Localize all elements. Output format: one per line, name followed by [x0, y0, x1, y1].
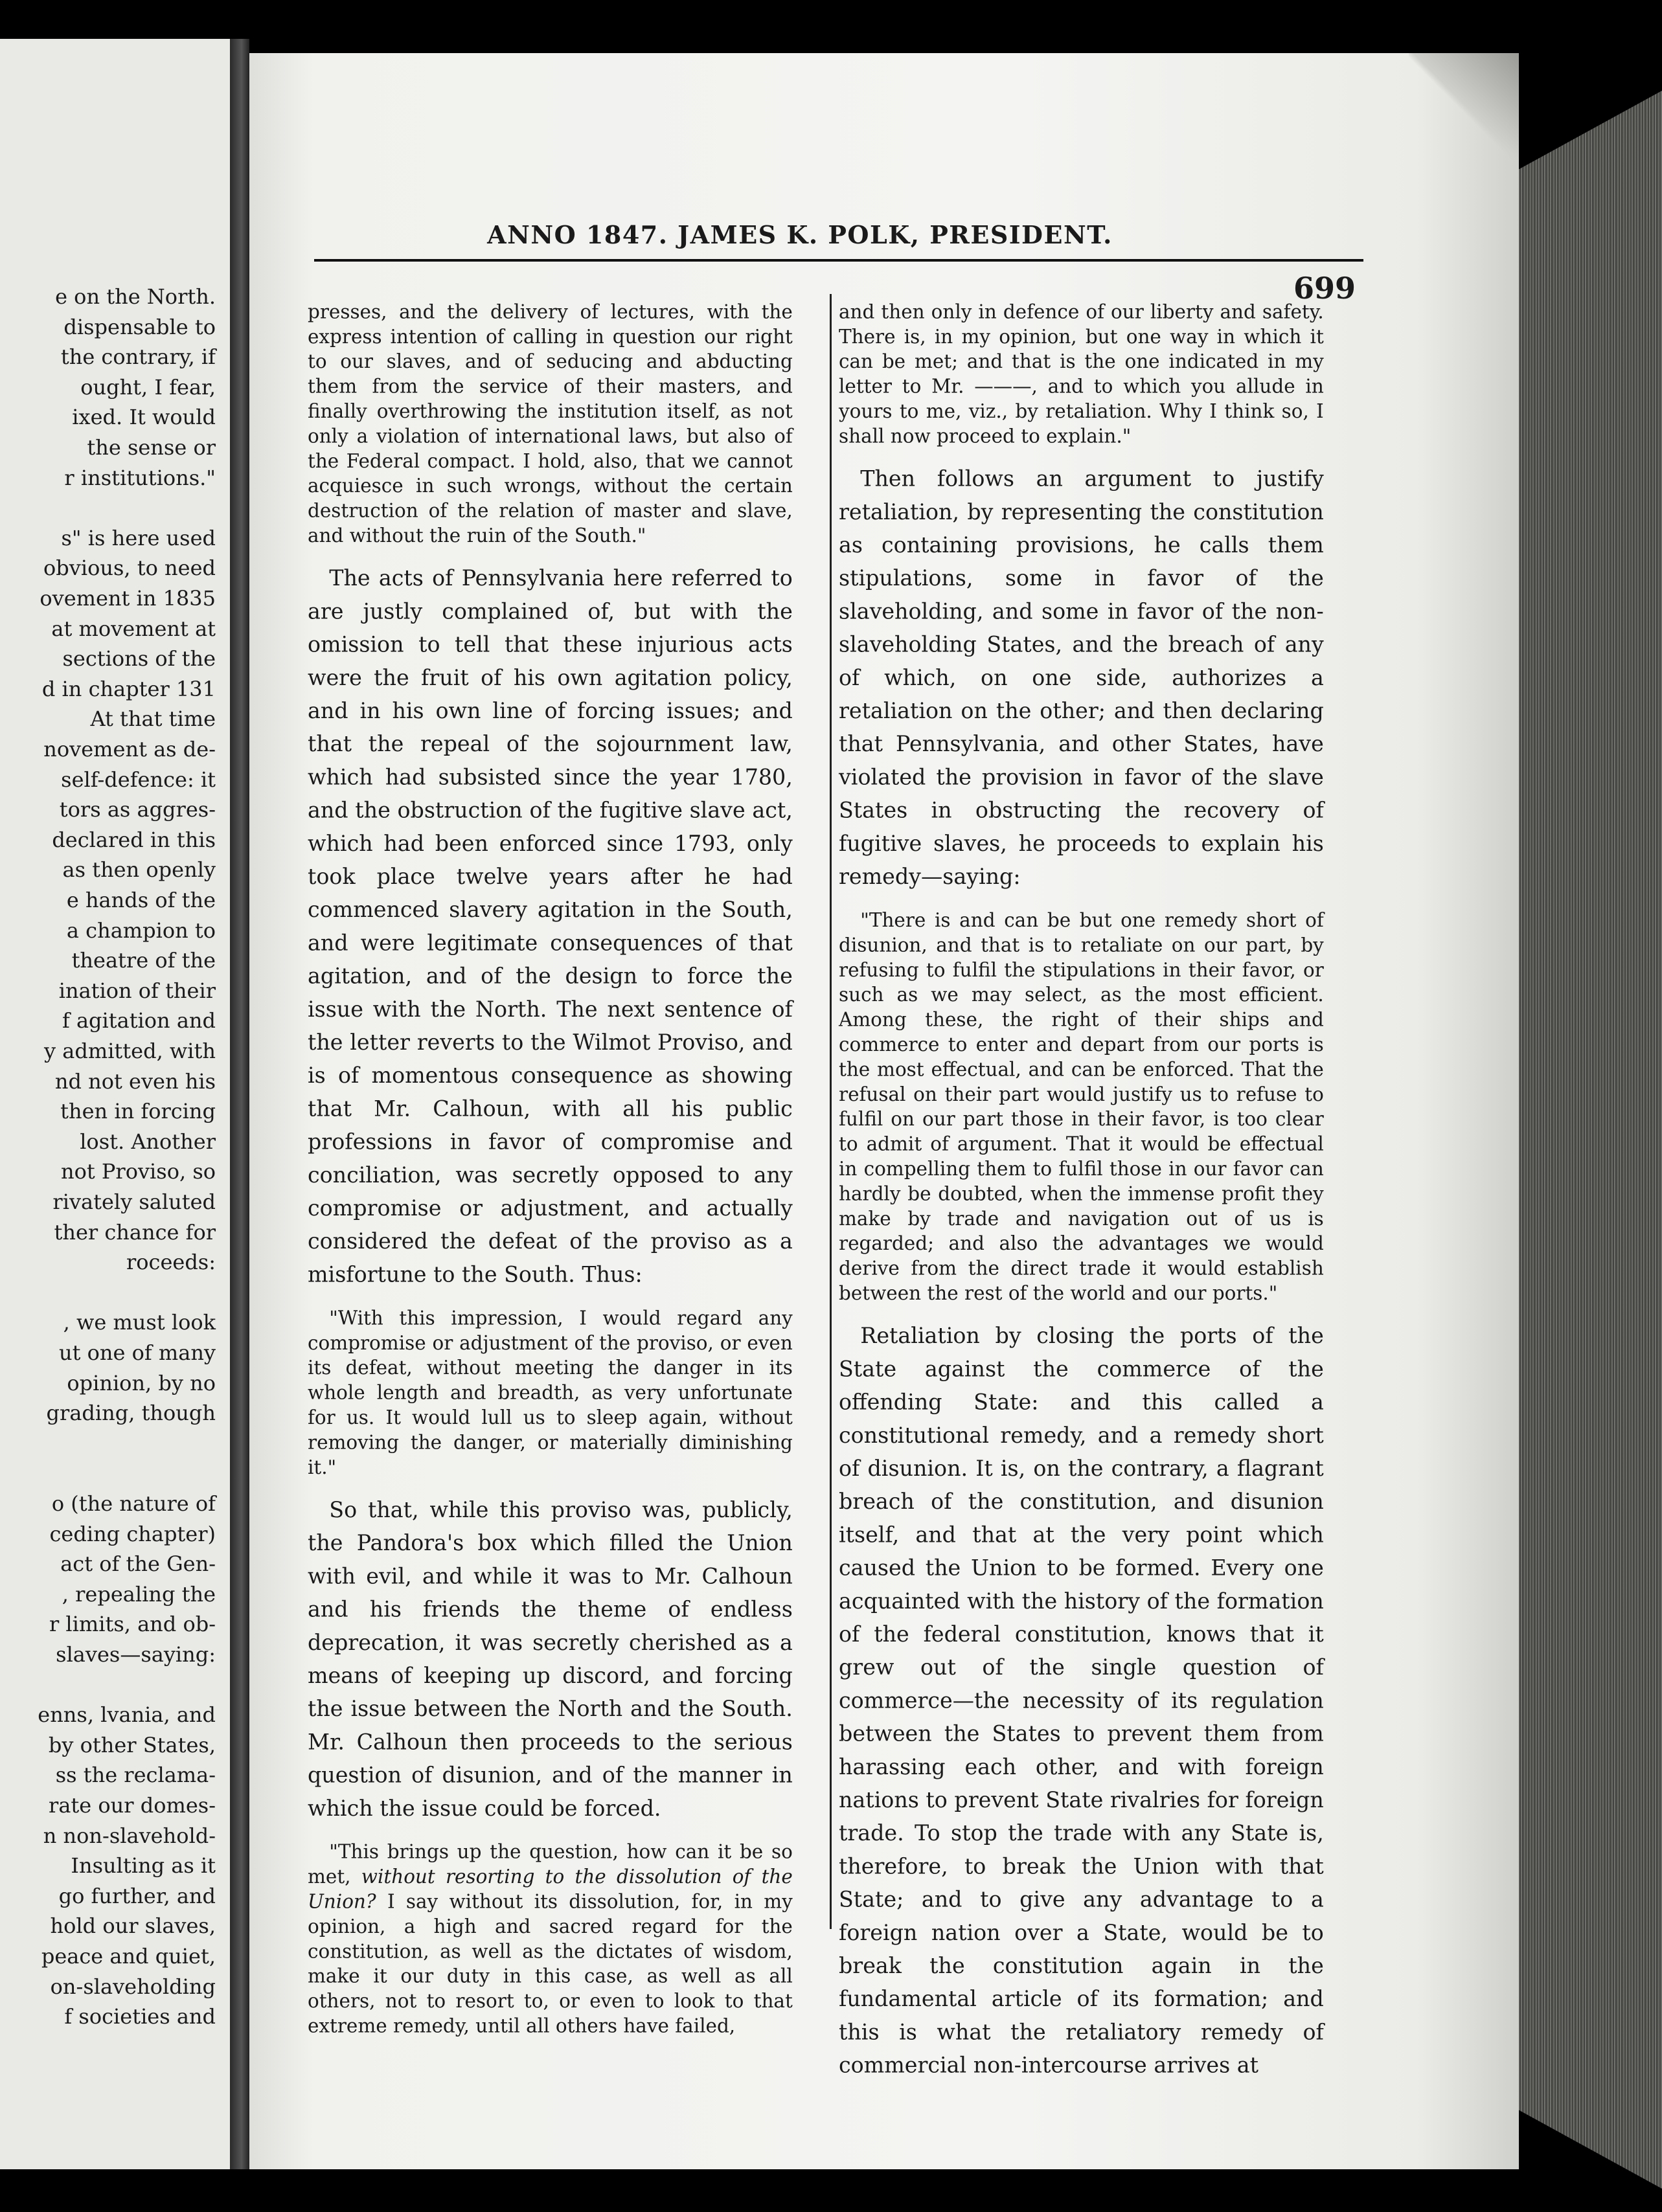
- left-page-line: slaves—saying:: [56, 1642, 216, 1667]
- paragraph: So that, while this proviso was, publicly, the Pandora's box which filled the Union with evil, and while it was to Mr. Calhoun and his friends the theme of endless deprecation, it was secretly cherished as a means of keeping up discord, and forcing the issue between the North and the South. Mr. Calhoun then proceeds to the serious question of disunion, and of the manner in which the issue could be forced.: [308, 1497, 793, 1822]
- left-page-line: enns, lvania, and: [38, 1702, 216, 1728]
- right-column: [839, 299, 1324, 2082]
- left-page-line: , repealing the: [62, 1581, 216, 1607]
- running-head: ANNO 1847. JAMES K. POLK, PRESIDENT.: [487, 220, 1113, 249]
- left-page-line: by other States,: [48, 1732, 216, 1757]
- left-page-line: dispensable to: [63, 314, 216, 339]
- left-column: [308, 299, 793, 2038]
- quote-text: "This brings up the question, how can it be so met,: [308, 1840, 793, 1888]
- left-page-line: theatre of the: [71, 948, 216, 973]
- page-edges: [1509, 91, 1662, 2189]
- left-page-line: ovement in 1835: [40, 586, 216, 611]
- paragraph: Then follows an argument to justify retaliation, by representing the constitution as containing provisions, he calls them stipulations, some in favor of the slaveholding, and some in favor of the non-slaveholding States, and the breach of any of which, on one side, authorizes a retaliation on the other; and then declaring that Pennsylvania, and other States, have violated the provision in favor of the slave States in obstructing the recovery of fugitive slaves, he proceeds to explain his remedy—saying:: [839, 466, 1324, 890]
- left-page-line: s" is here used: [61, 525, 216, 550]
- quote-block: "There is and can be but one remedy short of disunion, and that is to retaliate on our part, by refusing to fulfil the stipulations in their favor, or such as we may select, as the most efficient. Among these, the right of their ships and commerce to enter and depart from our ports is the most effectual, and can be enforced. That the refusal on their part would justify us to refuse to fulfil on our part those in their favor, is too clear to admit of argument. That it would be effectual in compelling them to fulfil those in our favor can hardly be doubted, when the immense profit they make by trade and navigation out of us is regarded; and also the advantages we would derive from the direct trade it would establish between the rest of the world and our ports.": [839, 909, 1324, 1304]
- left-page-line: go further, and: [58, 1883, 216, 1908]
- left-page-line: rate our domes-: [49, 1793, 216, 1818]
- left-page-line: n non-slavehold-: [43, 1823, 216, 1848]
- left-page-line: ixed. It would: [72, 405, 216, 430]
- quote-block: [308, 1839, 793, 2038]
- left-page-line: peace and quiet,: [41, 1944, 216, 1969]
- left-page-line: e hands of the: [66, 888, 216, 912]
- left-page-line: r limits, and ob-: [49, 1612, 216, 1637]
- left-page-line: roceeds:: [126, 1250, 216, 1275]
- left-page-line: the contrary, if: [60, 344, 216, 370]
- left-page-line: self-defence: it: [61, 767, 216, 792]
- left-page-line: Insulting as it: [71, 1853, 216, 1879]
- left-page-line: r institutions.": [64, 465, 216, 490]
- left-page-line: ination of their: [58, 978, 216, 1003]
- left-page-line: nd not even his: [54, 1068, 216, 1094]
- left-page-line: the sense or: [87, 435, 216, 460]
- left-page-line: then in forcing: [60, 1099, 216, 1124]
- left-page-line: e on the North.: [55, 284, 216, 309]
- page-corner-fold: [1409, 53, 1519, 163]
- left-page-line: grading, though: [46, 1401, 216, 1426]
- quote-continuation: presses, and the delivery of lectures, with the express intention of calling in question our right to our slaves, and of seducing and abducting them from the service of their masters, and finally overthrowing the institution itself, as not only a violation of international laws, but also of the Federal compact. I hold, also, that we cannot acquiesce in such wrongs, without the certain destruction of the relation of master and slave, and without the ruin of the South.": [308, 300, 793, 547]
- left-page-line: on-slaveholding: [50, 1974, 216, 1999]
- left-page-line: o (the nature of: [51, 1491, 216, 1516]
- left-page-line: obvious, to need: [43, 556, 216, 581]
- left-page-line: as then openly: [62, 857, 216, 883]
- quote-block: "With this impression, I would regard any compromise or adjustment of the proviso, or even its defeat, without meeting the danger in its whole length and breadth, as very unfortunate for us. It would lull us to sleep again, without removing the danger, or materially diminishing it.": [308, 1306, 793, 1478]
- left-page-line: ther chance for: [54, 1219, 216, 1245]
- left-page-line: not Proviso, so: [60, 1159, 216, 1184]
- quote-text: I say without its dissolution, for, in my opinion, a high and sacred regard for the constitution, as well as the dictates of wisdom, make it our duty in this case, as well as all others, not to resort to, or even to look to that extreme remedy, until all others have failed,: [308, 1890, 793, 2037]
- left-page-line: lost. Another: [80, 1129, 216, 1154]
- quote-emphasis: without resorting to the dissolution of the Union?: [308, 1865, 793, 1913]
- left-page-line: declared in this: [52, 827, 216, 852]
- left-page-line: sections of the: [62, 646, 216, 672]
- left-page-line: ought, I fear,: [80, 374, 216, 400]
- left-page-line: a champion to: [66, 918, 216, 943]
- left-page-line: tors as aggres-: [59, 797, 216, 822]
- left-page-line: f societies and: [64, 2004, 216, 2029]
- quote-continuation: and then only in defence of our liberty and safety. There is, in my opinion, but one way in which it can be met; and that is the one indicated in my letter to Mr. ———, and to which you allude in yours to me, viz., by retaliation. Why I think so, I shall now proceed to explain.": [839, 300, 1324, 447]
- left-page-line: At that time: [90, 706, 216, 732]
- page-number: 699: [1293, 271, 1356, 306]
- left-page-line: rivately saluted: [52, 1190, 216, 1214]
- left-page-line: act of the Gen-: [60, 1552, 216, 1577]
- book-gutter: [230, 39, 249, 2169]
- paragraph: The acts of Pennsylvania here referred to are justly complained of, but with the omission to tell that these injurious acts were the fruit of his own agitation policy, and in his own line of forcing issues; and that the repeal of the sojournment law, which had subsisted since the year 1780, and the obstruction of the fugitive slave act, which had been enforced since 1793, only took place twelve years after he had commenced slavery agitation in the South, and were legitimate consequences of that agitation, and of the design to force the issue with the North. The next sentence of the letter reverts to the Wilmot Proviso, and is of momentous consequence as showing that Mr. Calhoun, with all his public professions in favor of compromise and conciliation, was secretly opposed to any compromise or adjustment, and actually considered the defeat of the proviso as a misfortune to the South. Thus:: [308, 566, 793, 1287]
- left-page-line: hold our slaves,: [50, 1913, 216, 1939]
- left-page-line: ceding chapter): [49, 1521, 216, 1546]
- header-rule: [314, 259, 1363, 262]
- left-page-line: novement as de-: [43, 737, 216, 762]
- left-page-line: , we must look: [63, 1310, 216, 1335]
- paragraph: Retaliation by closing the ports of the State against the commerce of the offending State: and this called a constitutional remedy, and a remedy short of disunion. It is, on the contrary, a flagrant breach of the constitution, and disunion itself, and that at the very point which caused the Union to be formed. Every one acquainted with the history of the formation of the federal constitution, knows that it grew out of the single question of commerce—the necessity of its regulation between the States to prevent them from harassing each other, and with foreign nations to prevent State rivalries for foreign trade. To stop the trade with any State is, therefore, to break the Union with that State; and to give any advantage to a foreign nation over a State, would be to break the constitution again in the fundamental article of its formation; and this is what the retaliatory remedy of commercial non-intercourse arrives at: [839, 1324, 1324, 2078]
- left-page-line: opinion, by no: [67, 1370, 216, 1395]
- left-facing-page: [0, 39, 230, 2169]
- left-page-line: ut one of many: [58, 1340, 216, 1365]
- book-page: [249, 53, 1519, 2169]
- left-page-line: at movement at: [51, 616, 216, 641]
- left-page-line: y admitted, with: [44, 1039, 216, 1063]
- left-page-line: ss the reclama-: [55, 1763, 216, 1788]
- left-page-line: d in chapter 131: [41, 676, 216, 701]
- column-divider: [830, 294, 832, 1929]
- left-page-line: f agitation and: [62, 1008, 216, 1033]
